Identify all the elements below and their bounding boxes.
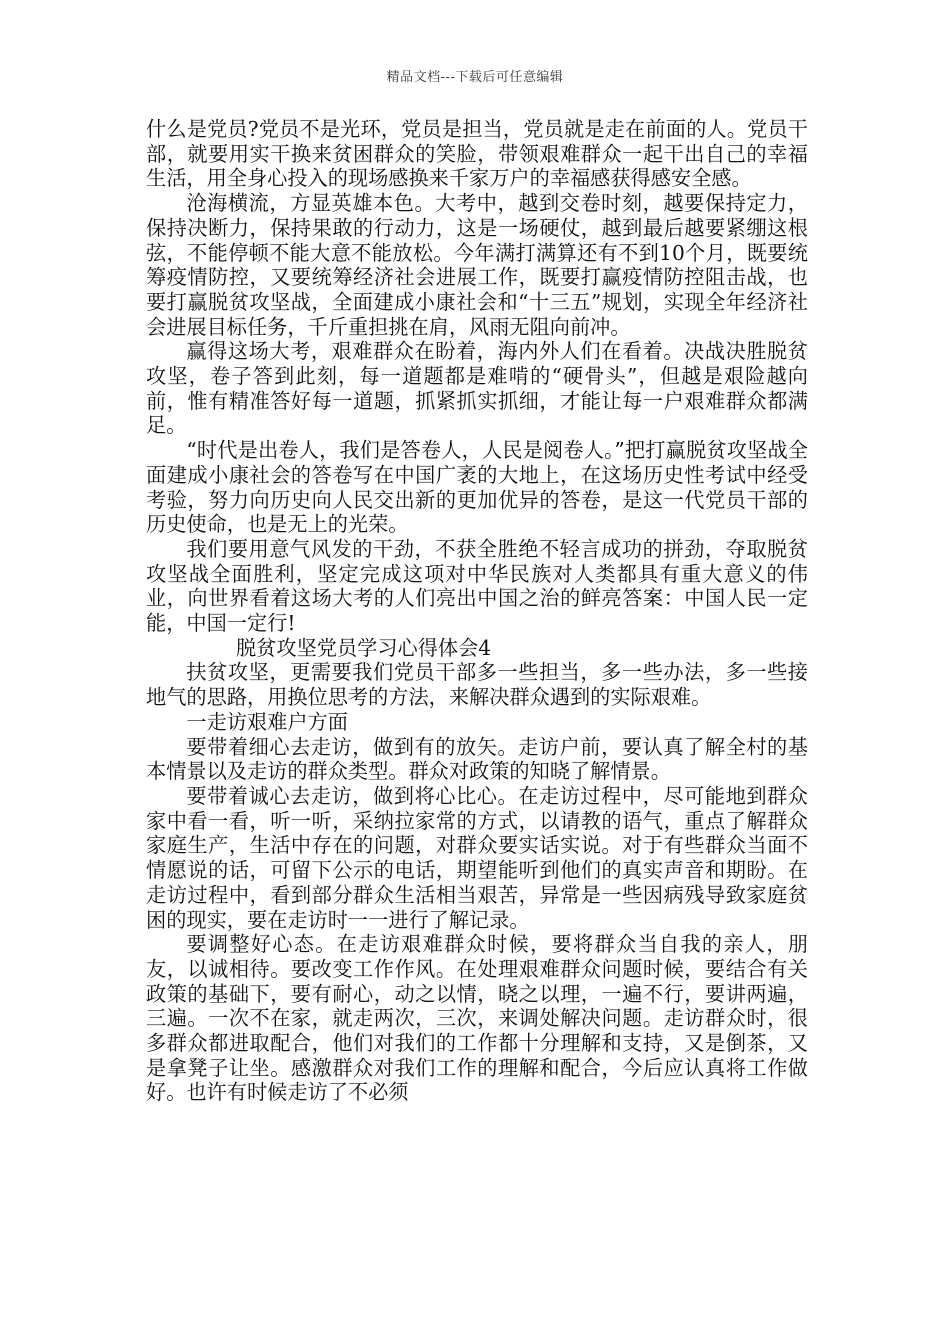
paragraph: 扶贫攻坚，更需要我们党员干部多一些担当，多一些办法，多一些接地气的思路，用换位思考的方法，来解决群众遇到的实际艰难。 xyxy=(146,660,808,710)
paragraph: “时代是出卷人，我们是答卷人，人民是阅卷人。”把打赢脱贫攻坚战全面建成小康社会的答卷写在中国广袤的大地上，在这场历史性考试中经受考验，努力向历史向人民交出新的更加优异的答卷，是这一代党员干部的历史使命，也是无上的光荣。 xyxy=(146,438,808,537)
section-title: 脱贫攻坚党员学习心得体会4 xyxy=(236,635,492,660)
paragraph: 我们要用意气风发的干劲，不获全胜绝不轻言成功的拼劲，夺取脱贫攻坚战全面胜利，坚定完成这项对中华民族对人类都具有重大意义的伟业，向世界看着这场大考的人们亮出中国之治的鲜亮答案：中国人民一定能，中国一定行! xyxy=(146,536,808,636)
document-body xyxy=(146,117,808,1105)
paragraph: 要带着诚心去走访，做到将心比心。在走访过程中，尽可能地到群众家中看一看，听一听，采纳拉家常的方式，以请教的语气，重点了解群众家庭生产，生活中存在的问题，对群众要实话实说。对于有些群众当面不情愿说的话，可留下公示的电话，期望能听到他们的真实声音和期盼。在走访过程中，看到部分群众生活相当艰苦，异常是一些因病残导致家庭贫困的现实，要在走访时一一进行了解记录。 xyxy=(146,783,808,932)
page-header: 精品文档---下载后可任意编辑 xyxy=(386,70,564,85)
paragraph: 什么是党员?党员不是光环，党员是担当，党员就是走在前面的人。党员干部，就要用实干换来贫困群众的笑脸，带领艰难群众一起干出自己的幸福生活，用全身心投入的现场感换来千家万户的幸福感获得感安全感。 xyxy=(146,117,808,191)
paragraph: 赢得这场大考，艰难群众在盼着，海内外人们在看着。决战决胜脱贫攻坚，卷子答到此刻，每一道题都是难啃的“硬骨头”，但越是艰险越向前，惟有精准答好每一道题，抓紧抓实抓细，才能让每一户艰难群众都满足。 xyxy=(146,339,808,438)
paragraph: 要带着细心去走访，做到有的放矢。走访户前，要认真了解全村的基本情景以及走访的群众类型。群众对政策的知晓了解情景。 xyxy=(146,734,808,784)
paragraph: 要调整好心态。在走访艰难群众时候，要将群众当自我的亲人，朋友，以诚相待。要改变工作作风。在处理艰难群众问题时候，要结合有关政策的基础下，要有耐心，动之以情，晓之以理，一遍不行，要讲两遍，三遍。一次不在家，就走两次，三次，来调处解决问题。走访群众时，很多群众都进取配合，他们对我们的工作都十分理解和支持，又是倒茶，又是拿凳子让坐。感激群众对我们工作的理解和配合，今后应认真将工作做好。也许有时候走访了不必须 xyxy=(146,932,808,1105)
paragraph: 沧海横流，方显英雄本色。大考中，越到交卷时刻，越要保持定力，保持决断力，保持果敢的行动力，这是一场硬仗，越到最后越要紧绷这根弦，不能停顿不能大意不能放松。今年满打满算还有不到10个月，既要统筹疫情防控，又要统筹经济社会进展工作，既要打赢疫情防控阻击战，也要打赢脱贫攻坚战，全面建成小康社会和“十三五”规划，实现全年经济社会进展目标任务，千斤重担挑在肩，风雨无阻向前冲。 xyxy=(146,191,808,339)
subheading: 一走访艰难户方面 xyxy=(186,709,348,734)
